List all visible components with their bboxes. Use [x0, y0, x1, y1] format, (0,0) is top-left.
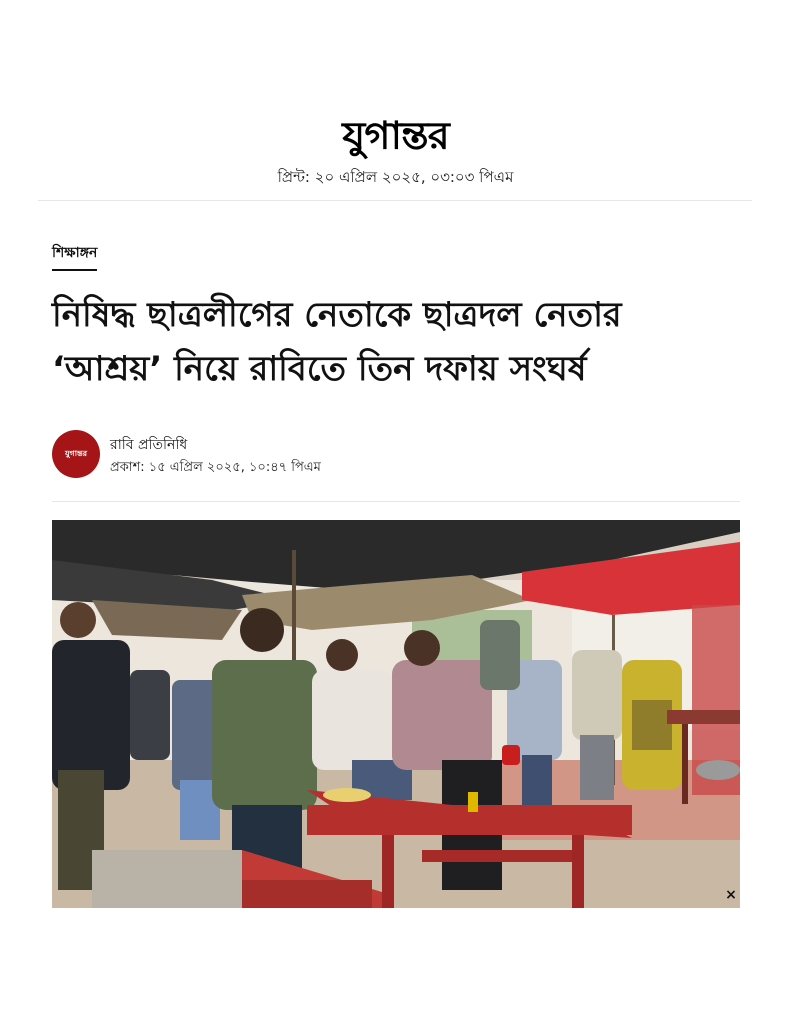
headline-line-2: ‘আশ্রয়’ নিয়ে রাবিতে তিন দফায় সংঘর্ষ — [52, 349, 587, 389]
published-date: প্রকাশ: ১৫ এপ্রিল ২০২৫, ১০:৪৭ পিএম — [110, 460, 321, 475]
header-divider — [38, 200, 752, 201]
logo-text: যুগান্তর — [342, 113, 449, 158]
close-icon[interactable]: × — [725, 887, 737, 903]
category-label[interactable]: শিক্ষাঙ্গন — [52, 241, 97, 271]
byline-divider — [52, 501, 740, 502]
photo-illustration — [52, 520, 740, 908]
avatar-logo-text: যুগান্তর — [64, 448, 88, 458]
headline-line-1: নিষিদ্ধ ছাত্রলীগের নেতাকে ছাত্রদল নেতার — [52, 295, 622, 335]
article-photo — [52, 520, 740, 908]
author-avatar — [52, 430, 100, 478]
author-name[interactable]: রাবি প্রতিনিধি — [110, 437, 188, 453]
print-timestamp: প্রিন্ট: ২০ এপ্রিল ২০২৫, ০৩:০৩ পিএম — [277, 168, 514, 186]
article-headline — [52, 288, 742, 396]
masthead-logo[interactable] — [0, 104, 791, 160]
